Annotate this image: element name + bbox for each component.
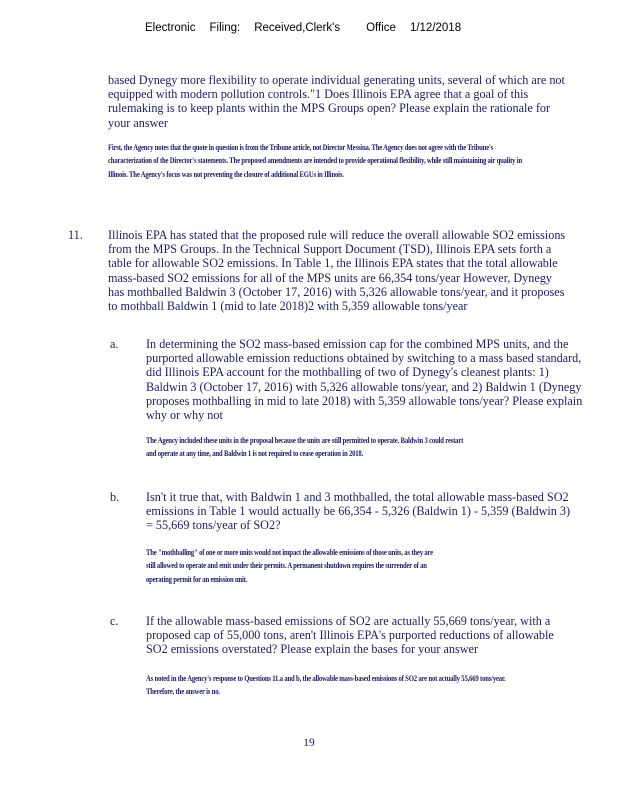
page-number: 19 — [303, 737, 315, 749]
continuation-response: First, the Agency notes that the quote in question is from the Tribune article, not Director Messina. The Agency does not agree with the Tribune's characterization of the Director's statements. The proposed amendments are intended to provide operational flexibility, while still maintaining air quality in Illinois. The Agency's focus was not preventing the closure of additional EGUs in Illinois. — [108, 142, 523, 179]
filing-header — [145, 22, 585, 34]
question-11-text: Illinois EPA has stated that the proposed rule will reduce the overall allowable SO2 emissions from the MPS Groups. In the Technical Support Document (TSD), Illinois EPA sets forth a table for allowable SO2 emissions. In Table 1, the Illinois EPA states that the total allowable mass-based SO2 emissions for all of the MPS units are 66,354 tons/year However, Dynegy has mothballed Baldwin 3 (October 17, 2016) with 5,326 allowable tons/year, and it proposes to mothball Baldwin 1 (mid to late 2018)2 with 5,359 allowable tons/year — [108, 228, 566, 314]
sub-b-label: b. — [110, 490, 120, 504]
header-filing: Filing: — [209, 22, 241, 34]
sub-a-text: In determining the SO2 mass-based emission cap for the combined MPS units, and the purported allowable emission reductions obtained by switching to a mass based standard, did Illinois EPA account for the mothballing of two of Dynegy's cleanest plants: 1) Baldwin 3 (October 17, 2016) with 5,326 allowable tons/year, and 2) Baldwin 1 (Dynegy proposes mothballing in mid to late 2018) with 5,359 allowable tons/year? Please explain why or why not — [146, 337, 583, 423]
sub-b-response: The "mothballing" of one or more units would not impact the allowable emissions of those units, as they are still allowed to operate and emit under their permits. A permanent shutdown requires the surrender of an operating permit for an emission unit. — [146, 547, 433, 584]
sub-c-response: As noted in the Agency's response to Questions 11.a and b, the allowable mass-based emissions of SO2 are not actually 55,669 tons/year. Therefore, the answer is no. — [146, 673, 506, 697]
sub-c-label: c. — [110, 614, 119, 628]
header-received: Received,Clerk's — [254, 22, 341, 34]
header-electronic: Electronic — [145, 22, 196, 34]
sub-b-text: Isn't it true that, with Baldwin 1 and 3 mothballed, the total allowable mass-based SO2 emissions in Table 1 would actually be 66,354 - 5,326 (Baldwin 1) - 5,359 (Baldwin 3) = 55,669 tons/year of SO2? — [146, 490, 571, 533]
sub-a-label: a. — [110, 337, 119, 351]
sub-c-text: If the allowable mass-based emissions of SO2 are actually 55,669 tons/year, with a proposed cap of 55,000 tons, aren't Illinois EPA's purported reductions of allowable SO2 emissions overstated? Please explain the bases for your answer — [146, 614, 554, 657]
continuation-question-text: based Dynegy more flexibility to operate individual generating units, several of which are not equipped with modern pollution controls."1 Does Illinois EPA agree that a goal of this rulemaking is to keep plants within the MPS Groups open? Please explain the rationale for your answer — [108, 73, 565, 130]
question-11-number: 11. — [68, 228, 83, 242]
header-date: 1/12/2018 — [409, 22, 462, 34]
header-office: Office — [366, 22, 396, 34]
sub-a-response: The Agency included these units in the proposal because the units are still permitted to operate. Baldwin 3 could restart and operate at any time, and Baldwin 1 is not required to cease operation in 2018. — [146, 435, 464, 459]
